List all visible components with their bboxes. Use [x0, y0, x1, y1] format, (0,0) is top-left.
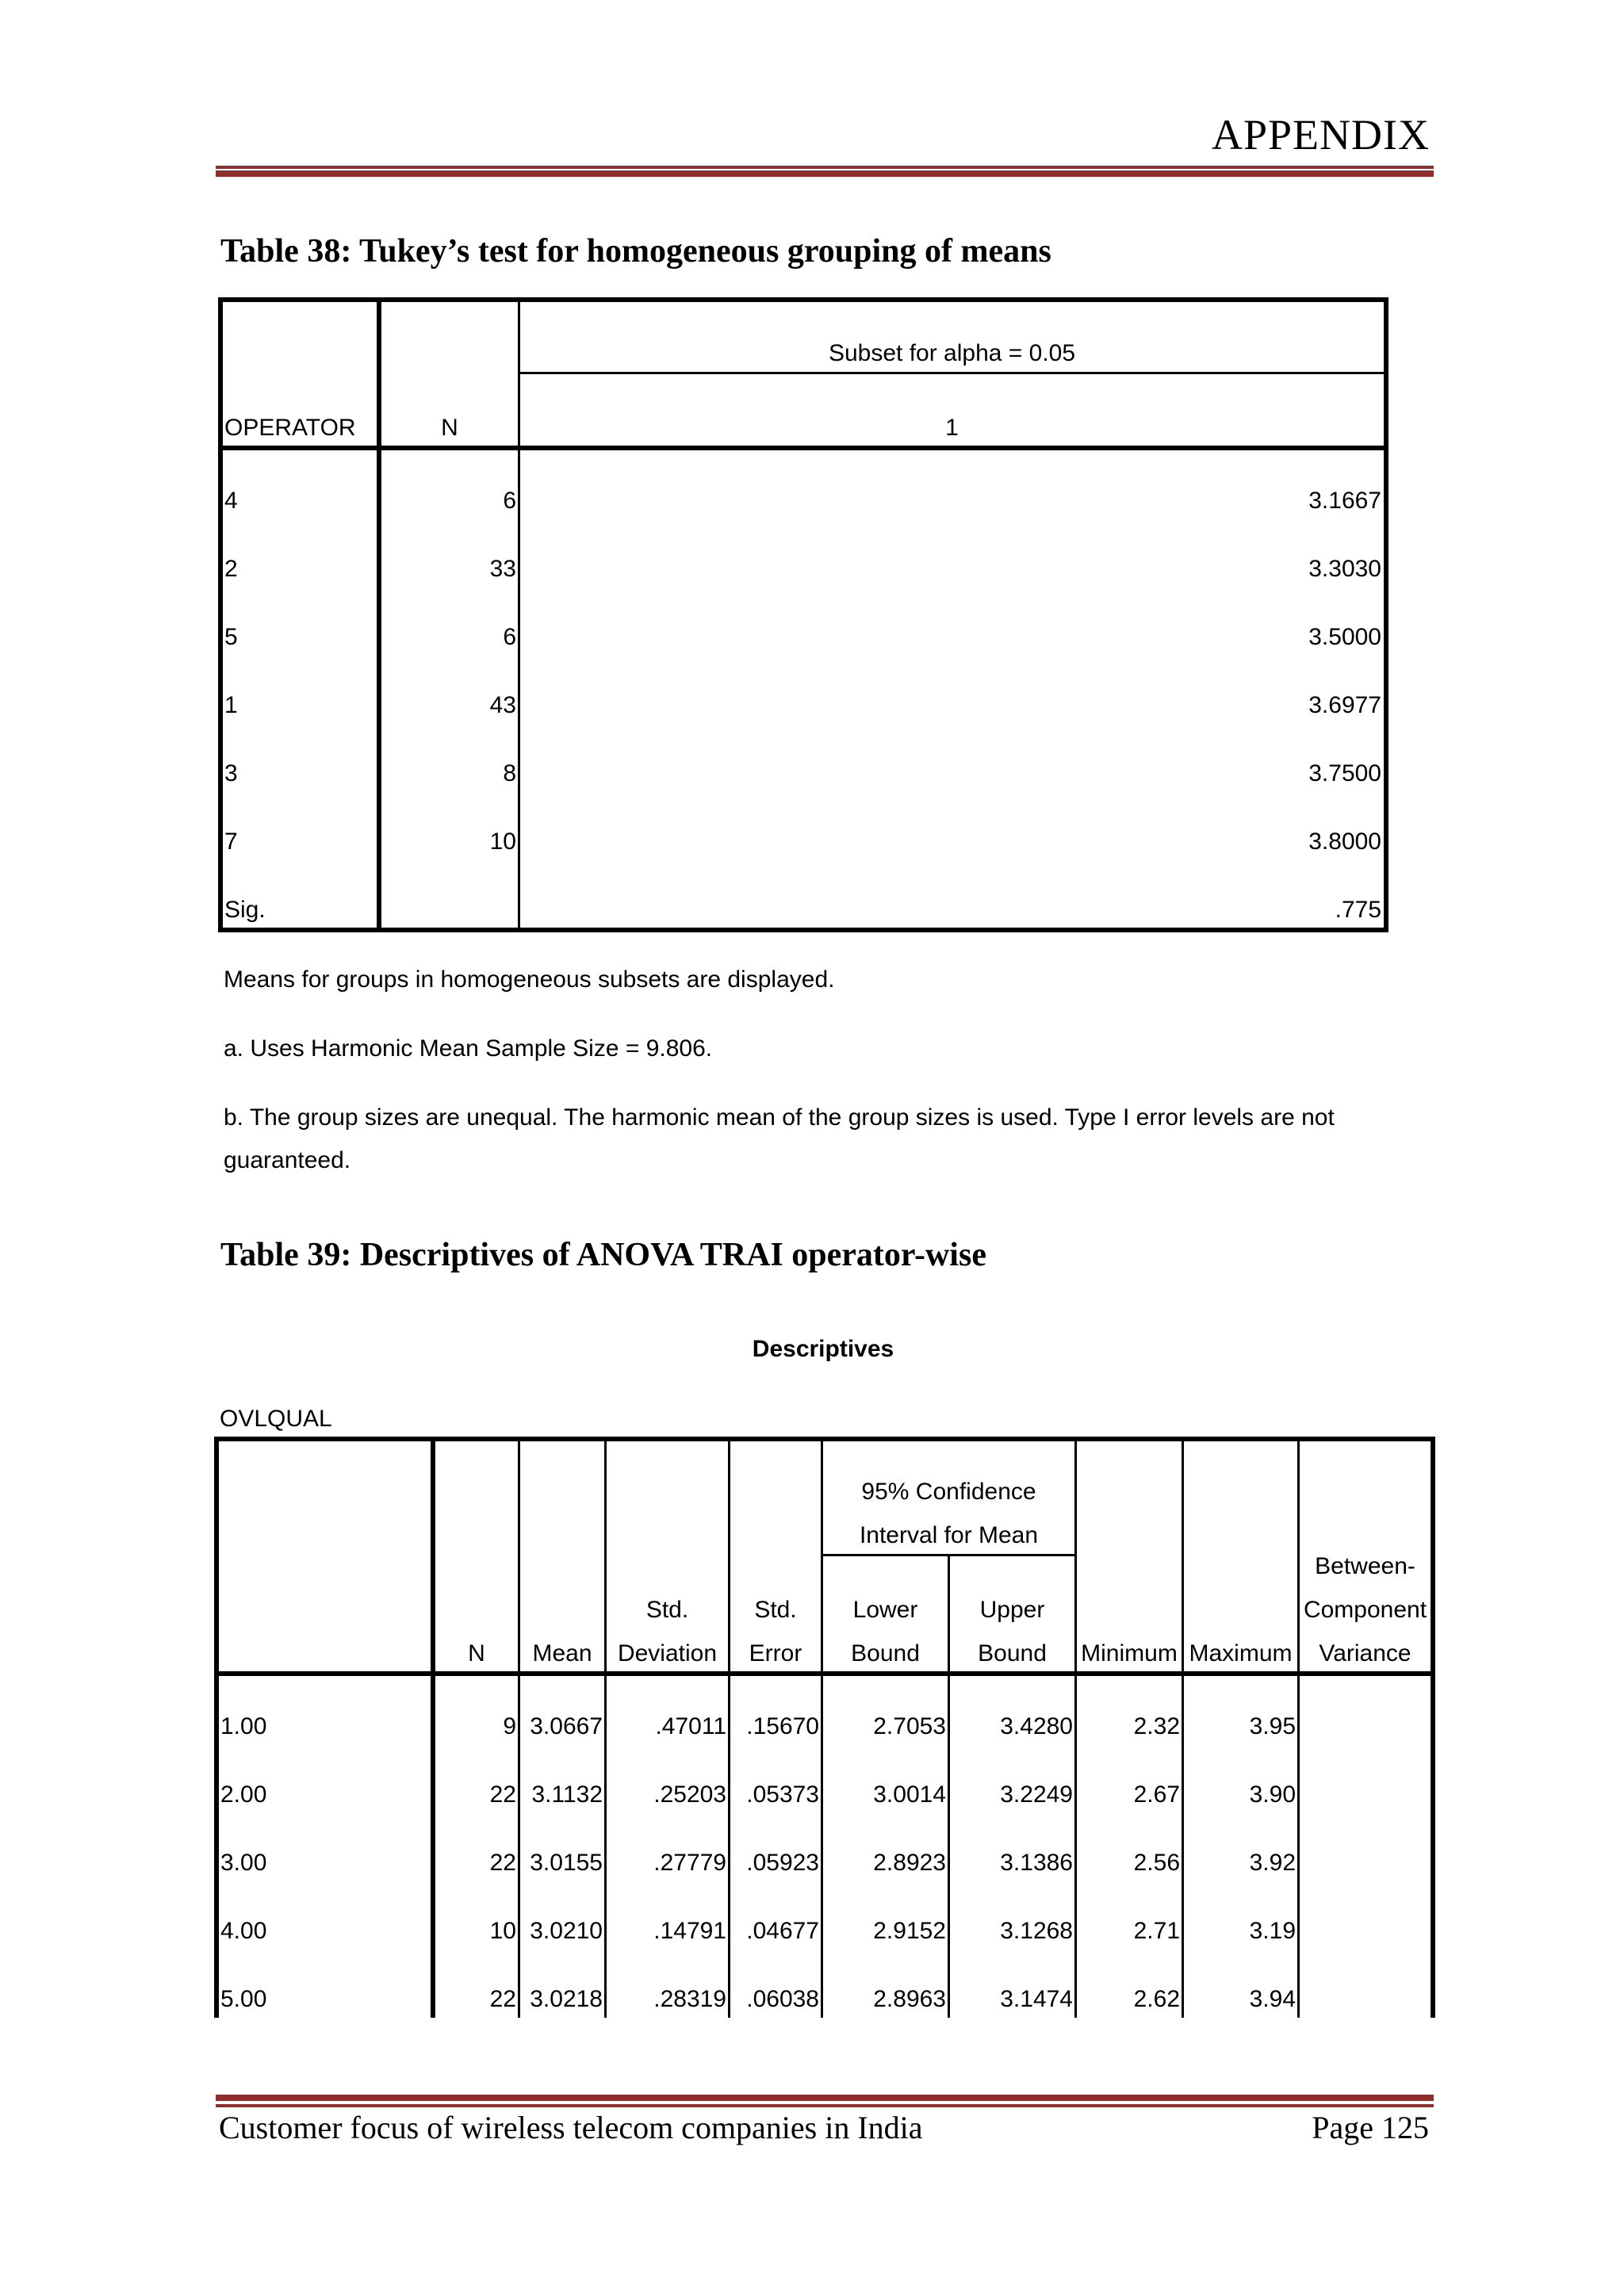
t38-row-n: 6: [503, 488, 516, 514]
t39-row-max: 3.94: [1249, 1986, 1296, 2012]
t39-row-max: 3.90: [1249, 1781, 1296, 1808]
t38-row-operator: Sig.: [224, 897, 266, 923]
t39-row-max: 3.95: [1249, 1713, 1296, 1739]
t39-header-se-1: Std.: [754, 1597, 797, 1623]
t39-row-mean: 3.0155: [530, 1850, 603, 1876]
t39-header-ci-1: 95% Confidence: [861, 1479, 1036, 1505]
table39-variable: OVLQUAL: [220, 1406, 332, 1432]
t38-row-operator: 5: [224, 624, 238, 650]
t39-header-minimum: Minimum: [1081, 1640, 1178, 1667]
t39-row-lower: 2.8923: [873, 1850, 946, 1876]
t39-row-upper: 3.4280: [1000, 1713, 1073, 1739]
t38-row-n: 43: [489, 692, 516, 718]
header-rule-thin: [216, 166, 1434, 169]
footer-rule-thick: [216, 2095, 1434, 2101]
t39-row-se: .15670: [746, 1713, 819, 1739]
t38-row-operator: 4: [224, 488, 238, 514]
footer-rule-thin: [216, 2104, 1434, 2107]
t39-top-border: [214, 1437, 1435, 1441]
t39-row-sd: .14791: [653, 1918, 726, 1944]
t39-row-mean: 3.0667: [530, 1713, 603, 1739]
table38-caption: Table 38: Tukey’s test for homogeneous grouping of means: [220, 233, 1051, 270]
t39-row-min: 2.67: [1133, 1781, 1180, 1808]
t39-header-bcv-3: Variance: [1319, 1640, 1411, 1667]
t39-row-sd: .47011: [655, 1713, 726, 1739]
t39-row-n: 9: [503, 1713, 516, 1739]
t39-right-border: [1431, 1437, 1435, 2018]
t39-vline-max: [1297, 1437, 1300, 2018]
t38-right-border: [1384, 297, 1388, 932]
t38-row-n: 10: [489, 828, 516, 855]
t38-header-operator: OPERATOR: [224, 415, 356, 441]
t38-subset-line: [518, 372, 1386, 374]
t39-row-group: 2.00: [220, 1781, 267, 1808]
t39-row-sd: .27779: [653, 1850, 726, 1876]
t39-row-lower: 2.7053: [873, 1713, 946, 1739]
t39-header-bcv-1: Between-: [1315, 1553, 1415, 1579]
t39-header-sd-2: Deviation: [617, 1640, 718, 1667]
page-header-title: APPENDIX: [1211, 111, 1430, 159]
t38-header-separator: [218, 446, 1388, 450]
t38-row-subset1: .775: [1335, 897, 1381, 923]
t39-row-max: 3.92: [1249, 1850, 1296, 1876]
t39-row-n: 22: [489, 1850, 516, 1876]
t38-row-subset1: 3.3030: [1308, 556, 1381, 582]
t39-header-upper-2: Bound: [978, 1640, 1047, 1667]
t38-row-subset1: 3.1667: [1308, 488, 1381, 514]
table39-title: Descriptives: [752, 1336, 894, 1362]
t38-row-subset1: 3.5000: [1308, 624, 1381, 650]
t39-row-mean: 3.0210: [530, 1918, 603, 1944]
t39-row-se: .05923: [746, 1850, 819, 1876]
t39-row-lower: 2.8963: [873, 1986, 946, 2012]
t38-note-1: a. Uses Harmonic Mean Sample Size = 9.806.: [224, 1035, 713, 1062]
t39-header-maximum: Maximum: [1189, 1640, 1293, 1667]
t39-row-upper: 3.1474: [1000, 1986, 1073, 2012]
t39-row-group: 1.00: [220, 1713, 267, 1739]
t38-header-subset-1: 1: [945, 415, 959, 441]
t39-row-mean: 3.0218: [530, 1986, 603, 2012]
t38-row-operator: 3: [224, 760, 238, 786]
t38-header-subset-group: Subset for alpha = 0.05: [828, 340, 1076, 366]
t39-row-upper: 3.2249: [1000, 1781, 1073, 1808]
t39-row-se: .04677: [746, 1918, 819, 1944]
t39-header-lower-2: Bound: [851, 1640, 920, 1667]
t39-row-se: .05373: [746, 1781, 819, 1808]
t39-header-bcv-2: Component: [1303, 1597, 1427, 1623]
t39-row-se: .06038: [746, 1986, 819, 2012]
t39-header-lower-1: Lower: [852, 1597, 918, 1623]
t38-row-subset1: 3.6977: [1308, 692, 1381, 718]
t39-row-upper: 3.1386: [1000, 1850, 1073, 1876]
t39-row-min: 2.32: [1133, 1713, 1180, 1739]
t38-row-n: 33: [489, 556, 516, 582]
t38-note-0: Means for groups in homogeneous subsets are displayed.: [224, 966, 835, 993]
footer-page-number: Page 125: [1312, 2110, 1429, 2145]
t38-row-operator: 7: [224, 828, 238, 855]
t38-row-operator: 1: [224, 692, 238, 718]
t38-bottom-border: [218, 928, 1388, 932]
table39-caption: Table 39: Descriptives of ANOVA TRAI operator-wise: [220, 1237, 986, 1273]
t39-ci-line: [821, 1554, 1077, 1556]
t38-top-border: [218, 297, 1388, 302]
t39-row-min: 2.62: [1133, 1986, 1180, 2012]
t38-row-subset1: 3.8000: [1308, 828, 1381, 855]
t39-row-upper: 3.1268: [1000, 1918, 1073, 1944]
t39-header-upper-1: Upper: [979, 1597, 1045, 1623]
t39-row-min: 2.71: [1133, 1918, 1180, 1944]
t39-header-sd-1: Std.: [645, 1597, 689, 1623]
t39-row-sd: .28319: [653, 1986, 726, 2012]
t39-row-max: 3.19: [1249, 1918, 1296, 1944]
t39-header-n: N: [468, 1640, 485, 1667]
t39-row-mean: 3.1132: [531, 1781, 603, 1808]
t38-row-n: 8: [503, 760, 516, 786]
t39-header-ci-2: Interval for Mean: [859, 1522, 1039, 1548]
t39-row-group: 4.00: [220, 1918, 267, 1944]
t39-row-sd: .25203: [653, 1781, 726, 1808]
t39-row-lower: 3.0014: [873, 1781, 946, 1808]
t39-left-border: [214, 1437, 219, 2018]
t39-row-n: 22: [489, 1781, 516, 1808]
footer-title: Customer focus of wireless telecom companies in India: [219, 2110, 923, 2145]
t39-header-separator: [214, 1671, 1435, 1676]
t38-note-2: b. The group sizes are unequal. The harmonic mean of the group sizes is used. Type I error levels are not: [224, 1104, 1335, 1131]
t38-header-n: N: [441, 415, 458, 441]
header-rule-thick: [216, 170, 1434, 177]
t39-row-lower: 2.9152: [873, 1918, 946, 1944]
t39-row-min: 2.56: [1133, 1850, 1180, 1876]
t39-row-group: 5.00: [220, 1986, 267, 2012]
t39-row-group: 3.00: [220, 1850, 267, 1876]
t39-header-se-2: Error: [749, 1640, 802, 1667]
t38-left-border: [218, 297, 223, 932]
t39-row-n: 22: [489, 1986, 516, 2012]
t39-row-n: 10: [489, 1918, 516, 1944]
t38-note-3: guaranteed.: [224, 1147, 351, 1173]
t38-row-operator: 2: [224, 556, 238, 582]
t39-header-mean: Mean: [532, 1640, 592, 1667]
t38-row-n: 6: [503, 624, 516, 650]
t38-row-subset1: 3.7500: [1308, 760, 1381, 786]
